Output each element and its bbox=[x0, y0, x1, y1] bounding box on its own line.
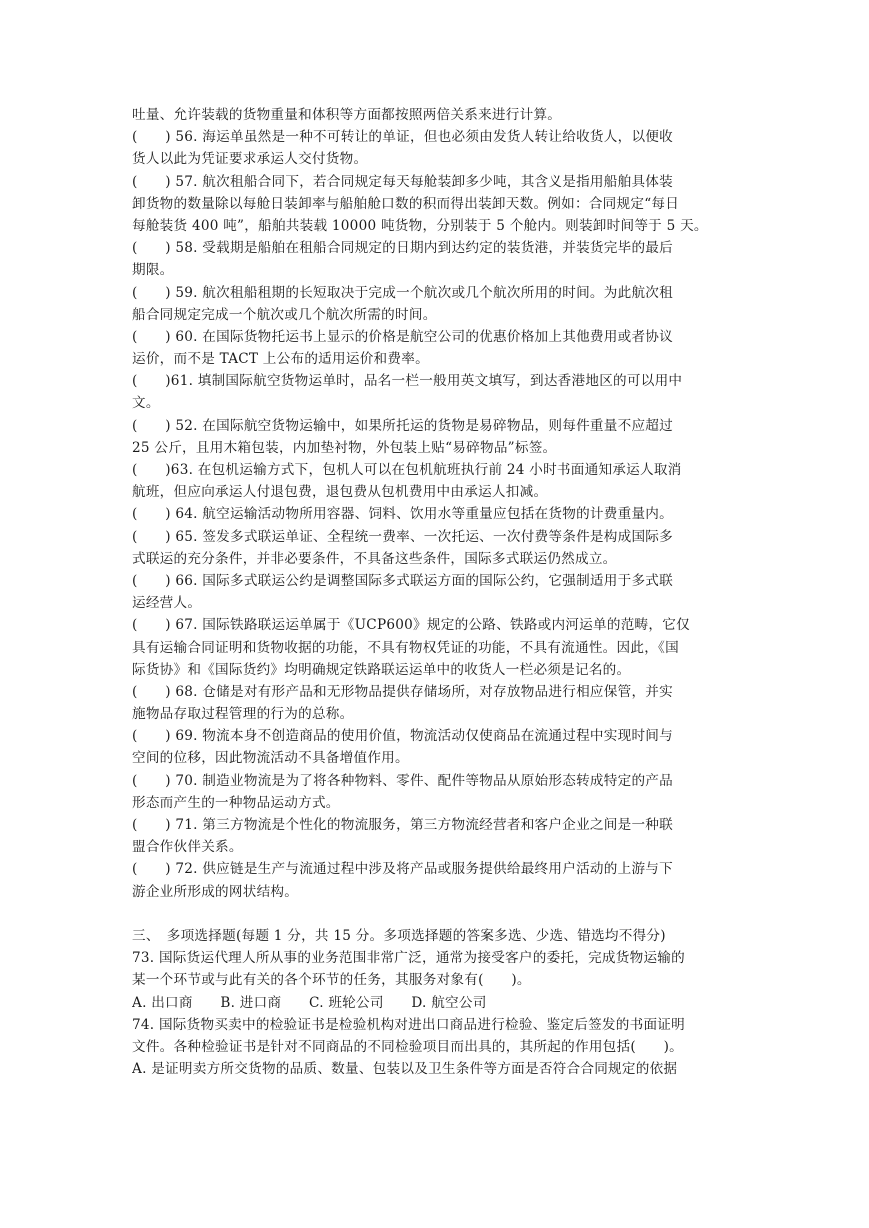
text-line: 25 公斤，且用木箱包装，内加垫衬物，外包装上贴“易碎物品”标签。 bbox=[132, 439, 557, 456]
text-line: 每舱装货 400 吨”，船舶共装载 10000 吨货物，分别装于 5 个舱内。则装卸时间等于 5 天。 bbox=[132, 217, 708, 234]
text-line: 空间的位移，因此物流活动不具备增值作用。 bbox=[132, 750, 409, 767]
text-line: 吐量、允许装载的货物重量和体积等方面都按照两倍关系来进行计算。 bbox=[132, 107, 562, 123]
text-line: 航班，但应向承运人付退包费，退包费从包机费用中由承运人扣减。 bbox=[132, 484, 548, 501]
text-line: 运经营人。 bbox=[132, 595, 202, 612]
answer-option-a: A. 是证明卖方所交货物的品质、数量、包装以及卫生条件等方面是否符合合同规定的依据 bbox=[132, 1061, 678, 1078]
text-line: 文。 bbox=[132, 395, 160, 412]
question-59: ( ) 59. 航次租船租期的长短取决于完成一个航次或几个航次所用的时间。为此航次租 bbox=[132, 284, 673, 301]
question-57: ( ) 57. 航次租船合同下，若合同规定每天每舱装卸多少吨，其含义是指用船舶具体装 bbox=[132, 173, 673, 190]
text-line: 具有运输合同证明和货物收据的功能，不具有物权凭证的功能，不具有流通性。因此，《国 bbox=[132, 639, 679, 656]
question-62: ( ) 52. 在国际航空货物运输中，如果所托运的货物是易碎物品，则每件重量不应超过 bbox=[132, 417, 673, 434]
question-73: 73. 国际货运代理人所从事的业务范围非常广泛，通常为接受客户的委托，完成货物运输的 bbox=[132, 950, 685, 967]
text-line: 文件。各种检验证书是针对不同商品的不同检验项目而出具的，其所起的作用包括( )。 bbox=[132, 1038, 684, 1055]
question-68: ( ) 68. 仓储是对有形产品和无形物品提供存储场所，对存放物品进行相应保管，并实 bbox=[132, 683, 673, 700]
text-line: 船合同规定完成一个航次或几个航次所需的时间。 bbox=[132, 306, 437, 323]
question-67: ( ) 67. 国际铁路联运运单属于《UCP600》规定的公路、铁路或内河运单的范畴，它仅 bbox=[132, 617, 690, 634]
text-line: 某一个环节或与此有关的各个环节的任务，其服务对象有( )。 bbox=[132, 972, 531, 989]
text-line: 盟合作伙伴关系。 bbox=[132, 839, 243, 856]
text-line: 期限。 bbox=[132, 262, 174, 279]
text-line: 施物品存取过程管理的行为的总称。 bbox=[132, 706, 354, 723]
question-72: ( ) 72. 供应链是生产与流通过程中涉及将产品或服务提供给最终用户活动的上游与下 bbox=[132, 861, 673, 878]
question-61: ( )61. 填制国际航空货物运单时，品名一栏一般用英文填写，到达香港地区的可以用中 bbox=[132, 373, 683, 390]
text-line: 际货协》和《国际货约》均明确规定铁路联运运单中的收货人一栏必须是记名的。 bbox=[132, 661, 631, 678]
text-line: 形态而产生的一种物品运动方式。 bbox=[132, 794, 340, 811]
text-line: 式联运的充分条件，并非必要条件，不具备这些条件，国际多式联运仍然成立。 bbox=[132, 550, 617, 567]
question-66: ( ) 66. 国际多式联运公约是调整国际多式联运方面的国际公约，它强制适用于多式联 bbox=[132, 572, 673, 589]
question-69: ( ) 69. 物流本身不创造商品的使用价值，物流活动仅使商品在流通过程中实现时间与 bbox=[132, 728, 673, 745]
question-71: ( ) 71. 第三方物流是个性化的物流服务，第三方物流经营者和客户企业之间是一种联 bbox=[132, 817, 673, 833]
question-65: ( ) 65. 签发多式联运单证、全程统一费率、一次托运、一次付费等条件是构成国际多 bbox=[132, 528, 673, 545]
text-line: 货人以此为凭证要求承运人交付货物。 bbox=[132, 151, 368, 168]
question-70: ( ) 70. 制造业物流是为了将各种物料、零件、配件等物品从原始形态转成特定的产品 bbox=[132, 772, 673, 789]
answer-options: A. 出口商 B. 进口商 C. 班轮公司 D. 航空公司 bbox=[132, 994, 487, 1011]
question-60: ( ) 60. 在国际货物托运书上显示的价格是航空公司的优惠价格加上其他费用或者协议 bbox=[132, 328, 673, 345]
question-74: 74. 国际货物买卖中的检验证书是检验机构对进出口商品进行检验、鉴定后签发的书面证明 bbox=[132, 1016, 685, 1033]
question-63: ( )63. 在包机运输方式下，包机人可以在包机航班执行前 24 小时书面通知承运人取消 bbox=[132, 462, 682, 478]
question-64: ( ) 64. 航空运输活动物所用容器、饲料、饮用水等重量应包括在货物的计费重量内。 bbox=[132, 506, 673, 523]
text-line: 游企业所形成的网状结构。 bbox=[132, 883, 299, 900]
question-58: ( ) 58. 受载期是船舶在租船合同规定的日期内到达约定的装货港，并装货完毕的最后 bbox=[132, 240, 673, 257]
section-heading: 三、 多项选择题(每题 1 分，共 15 分。多项选择题的答案多选、少选、错选均不得分) bbox=[132, 927, 666, 944]
document-page bbox=[132, 104, 742, 1080]
text-line: 运价，而不是 TACT 上公布的适用运价和费率。 bbox=[132, 351, 429, 368]
blank-line bbox=[132, 903, 742, 925]
text-line: 卸货物的数量除以每舱日装卸率与船舶舱口数的积而得出装卸天数。例如：合同规定“每日 bbox=[132, 195, 680, 212]
question-56: ( ) 56. 海运单虽然是一种不可转让的单证，但也必须由发货人转让给收货人，以便收 bbox=[132, 129, 673, 146]
